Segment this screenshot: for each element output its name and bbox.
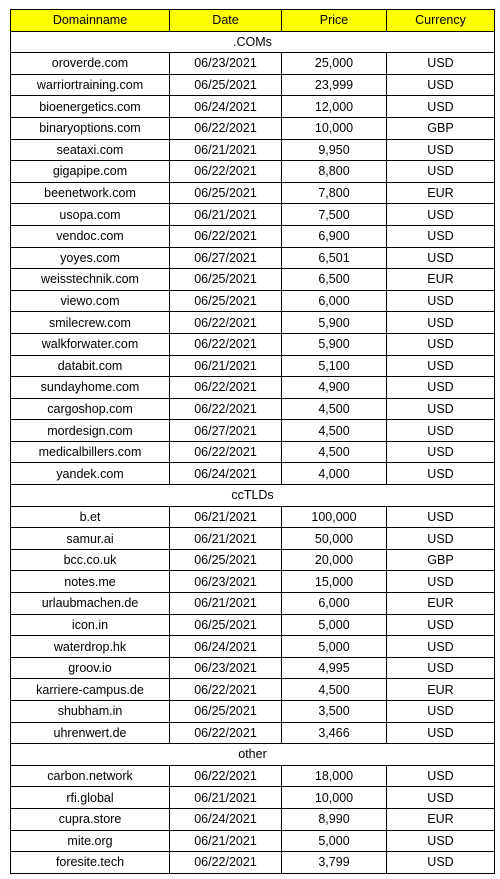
table-row: [11, 182, 495, 204]
header-currency: Currency: [387, 10, 495, 32]
table-row: [11, 355, 495, 377]
date-cell: 06/25/2021: [170, 290, 282, 312]
currency-cell: EUR: [387, 808, 495, 830]
table-row: [11, 808, 495, 830]
table-row: [11, 398, 495, 420]
header-date: Date: [170, 10, 282, 32]
table-row: [11, 441, 495, 463]
price-cell: 5,900: [282, 333, 387, 355]
table-row: [11, 420, 495, 442]
domain-cell: usopa.com: [11, 204, 170, 226]
section-title: other: [11, 744, 495, 766]
table-row: [11, 204, 495, 226]
currency-cell: USD: [387, 506, 495, 528]
domain-cell: notes.me: [11, 571, 170, 593]
currency-cell: USD: [387, 722, 495, 744]
date-cell: 06/24/2021: [170, 636, 282, 658]
domain-cell: databit.com: [11, 355, 170, 377]
price-cell: 5,000: [282, 614, 387, 636]
price-cell: 4,500: [282, 679, 387, 701]
section-row: [11, 744, 495, 766]
currency-cell: USD: [387, 74, 495, 96]
domain-cell: gigapipe.com: [11, 161, 170, 183]
domain-cell: sundayhome.com: [11, 377, 170, 399]
domain-cell: shubham.in: [11, 701, 170, 723]
currency-cell: EUR: [387, 269, 495, 291]
date-cell: 06/22/2021: [170, 679, 282, 701]
table-row: [11, 463, 495, 485]
section-title: ccTLDs: [11, 485, 495, 507]
currency-cell: USD: [387, 333, 495, 355]
domain-cell: viewo.com: [11, 290, 170, 312]
domain-cell: yandek.com: [11, 463, 170, 485]
currency-cell: USD: [387, 787, 495, 809]
price-cell: 5,000: [282, 636, 387, 658]
table-row: [11, 549, 495, 571]
table-row: [11, 74, 495, 96]
table-row: [11, 614, 495, 636]
date-cell: 06/22/2021: [170, 852, 282, 874]
currency-cell: USD: [387, 852, 495, 874]
price-cell: 5,000: [282, 830, 387, 852]
currency-cell: USD: [387, 161, 495, 183]
date-cell: 06/22/2021: [170, 398, 282, 420]
price-cell: 25,000: [282, 53, 387, 75]
date-cell: 06/27/2021: [170, 420, 282, 442]
header-domainname: Domainname: [11, 10, 170, 32]
domain-cell: medicalbillers.com: [11, 441, 170, 463]
price-cell: 10,000: [282, 787, 387, 809]
price-cell: 4,995: [282, 657, 387, 679]
currency-cell: USD: [387, 701, 495, 723]
currency-cell: USD: [387, 377, 495, 399]
currency-cell: USD: [387, 528, 495, 550]
date-cell: 06/25/2021: [170, 701, 282, 723]
date-cell: 06/22/2021: [170, 333, 282, 355]
date-cell: 06/23/2021: [170, 657, 282, 679]
domain-cell: oroverde.com: [11, 53, 170, 75]
price-cell: 12,000: [282, 96, 387, 118]
table-row: [11, 506, 495, 528]
section-row: [11, 31, 495, 53]
price-cell: 7,500: [282, 204, 387, 226]
price-cell: 6,501: [282, 247, 387, 269]
domain-cell: urlaubmachen.de: [11, 593, 170, 615]
date-cell: 06/22/2021: [170, 225, 282, 247]
date-cell: 06/27/2021: [170, 247, 282, 269]
table-row: [11, 96, 495, 118]
domain-cell: seataxi.com: [11, 139, 170, 161]
currency-cell: GBP: [387, 117, 495, 139]
table-row: [11, 636, 495, 658]
domain-cell: icon.in: [11, 614, 170, 636]
price-cell: 10,000: [282, 117, 387, 139]
price-cell: 8,800: [282, 161, 387, 183]
price-cell: 9,950: [282, 139, 387, 161]
table-row: [11, 528, 495, 550]
date-cell: 06/25/2021: [170, 549, 282, 571]
price-cell: 6,500: [282, 269, 387, 291]
price-cell: 20,000: [282, 549, 387, 571]
price-cell: 4,500: [282, 441, 387, 463]
currency-cell: USD: [387, 225, 495, 247]
date-cell: 06/21/2021: [170, 204, 282, 226]
price-cell: 5,100: [282, 355, 387, 377]
table-row: [11, 571, 495, 593]
domain-cell: mite.org: [11, 830, 170, 852]
price-cell: 7,800: [282, 182, 387, 204]
domain-cell: mordesign.com: [11, 420, 170, 442]
table-row: [11, 679, 495, 701]
date-cell: 06/21/2021: [170, 506, 282, 528]
price-cell: 3,500: [282, 701, 387, 723]
currency-cell: USD: [387, 96, 495, 118]
table-row: [11, 290, 495, 312]
date-cell: 06/22/2021: [170, 117, 282, 139]
date-cell: 06/22/2021: [170, 441, 282, 463]
date-cell: 06/25/2021: [170, 182, 282, 204]
currency-cell: EUR: [387, 593, 495, 615]
currency-cell: USD: [387, 657, 495, 679]
table-row: [11, 53, 495, 75]
currency-cell: USD: [387, 290, 495, 312]
domain-cell: waterdrop.hk: [11, 636, 170, 658]
date-cell: 06/24/2021: [170, 96, 282, 118]
currency-cell: USD: [387, 463, 495, 485]
currency-cell: USD: [387, 398, 495, 420]
date-cell: 06/21/2021: [170, 787, 282, 809]
date-cell: 06/21/2021: [170, 528, 282, 550]
domain-cell: yoyes.com: [11, 247, 170, 269]
table-row: [11, 247, 495, 269]
domain-cell: karriere-campus.de: [11, 679, 170, 701]
date-cell: 06/25/2021: [170, 614, 282, 636]
currency-cell: GBP: [387, 549, 495, 571]
table-row: [11, 722, 495, 744]
domain-cell: warriortraining.com: [11, 74, 170, 96]
table-row: [11, 333, 495, 355]
date-cell: 06/21/2021: [170, 830, 282, 852]
domain-cell: foresite.tech: [11, 852, 170, 874]
price-cell: 4,000: [282, 463, 387, 485]
date-cell: 06/22/2021: [170, 377, 282, 399]
currency-cell: USD: [387, 830, 495, 852]
currency-cell: USD: [387, 312, 495, 334]
currency-cell: USD: [387, 53, 495, 75]
date-cell: 06/21/2021: [170, 355, 282, 377]
price-cell: 18,000: [282, 765, 387, 787]
price-cell: 15,000: [282, 571, 387, 593]
price-cell: 50,000: [282, 528, 387, 550]
price-cell: 4,500: [282, 398, 387, 420]
price-cell: 3,799: [282, 852, 387, 874]
domain-cell: bioenergetics.com: [11, 96, 170, 118]
date-cell: 06/25/2021: [170, 74, 282, 96]
table-row: [11, 701, 495, 723]
currency-cell: USD: [387, 355, 495, 377]
price-cell: 5,900: [282, 312, 387, 334]
price-cell: 100,000: [282, 506, 387, 528]
table-row: [11, 161, 495, 183]
date-cell: 06/23/2021: [170, 571, 282, 593]
date-cell: 06/22/2021: [170, 722, 282, 744]
domain-cell: uhrenwert.de: [11, 722, 170, 744]
price-cell: 6,900: [282, 225, 387, 247]
domain-cell: groov.io: [11, 657, 170, 679]
date-cell: 06/21/2021: [170, 593, 282, 615]
currency-cell: USD: [387, 636, 495, 658]
table-body: [11, 31, 495, 873]
price-cell: 6,000: [282, 593, 387, 615]
section-row: [11, 485, 495, 507]
domain-cell: vendoc.com: [11, 225, 170, 247]
date-cell: 06/21/2021: [170, 139, 282, 161]
table-row: [11, 830, 495, 852]
price-cell: 6,000: [282, 290, 387, 312]
date-cell: 06/25/2021: [170, 269, 282, 291]
currency-cell: USD: [387, 204, 495, 226]
domain-cell: walkforwater.com: [11, 333, 170, 355]
domain-cell: rfi.global: [11, 787, 170, 809]
currency-cell: EUR: [387, 679, 495, 701]
domain-cell: beenetwork.com: [11, 182, 170, 204]
table-row: [11, 852, 495, 874]
domain-cell: bcc.co.uk: [11, 549, 170, 571]
currency-cell: USD: [387, 420, 495, 442]
date-cell: 06/24/2021: [170, 463, 282, 485]
table-row: [11, 117, 495, 139]
table-row: [11, 139, 495, 161]
date-cell: 06/24/2021: [170, 808, 282, 830]
currency-cell: EUR: [387, 182, 495, 204]
table-row: [11, 787, 495, 809]
table-row: [11, 657, 495, 679]
price-cell: 3,466: [282, 722, 387, 744]
domain-cell: cargoshop.com: [11, 398, 170, 420]
table-row: [11, 225, 495, 247]
domain-cell: cupra.store: [11, 808, 170, 830]
price-cell: 23,999: [282, 74, 387, 96]
table-row: [11, 312, 495, 334]
table-row: [11, 269, 495, 291]
currency-cell: USD: [387, 614, 495, 636]
currency-cell: USD: [387, 441, 495, 463]
currency-cell: USD: [387, 571, 495, 593]
section-title: .COMs: [11, 31, 495, 53]
domain-cell: b.et: [11, 506, 170, 528]
date-cell: 06/23/2021: [170, 53, 282, 75]
currency-cell: USD: [387, 247, 495, 269]
domain-cell: carbon.network: [11, 765, 170, 787]
domain-cell: smilecrew.com: [11, 312, 170, 334]
domain-cell: samur.ai: [11, 528, 170, 550]
table-row: [11, 765, 495, 787]
price-cell: 8,990: [282, 808, 387, 830]
price-cell: 4,500: [282, 420, 387, 442]
table-row: [11, 377, 495, 399]
currency-cell: USD: [387, 765, 495, 787]
currency-cell: USD: [387, 139, 495, 161]
domain-cell: weisstechnik.com: [11, 269, 170, 291]
header-row: [11, 10, 495, 32]
date-cell: 06/22/2021: [170, 161, 282, 183]
date-cell: 06/22/2021: [170, 765, 282, 787]
header-price: Price: [282, 10, 387, 32]
domain-cell: binaryoptions.com: [11, 117, 170, 139]
table-row: [11, 593, 495, 615]
date-cell: 06/22/2021: [170, 312, 282, 334]
domain-sales-table: [10, 9, 495, 874]
price-cell: 4,900: [282, 377, 387, 399]
